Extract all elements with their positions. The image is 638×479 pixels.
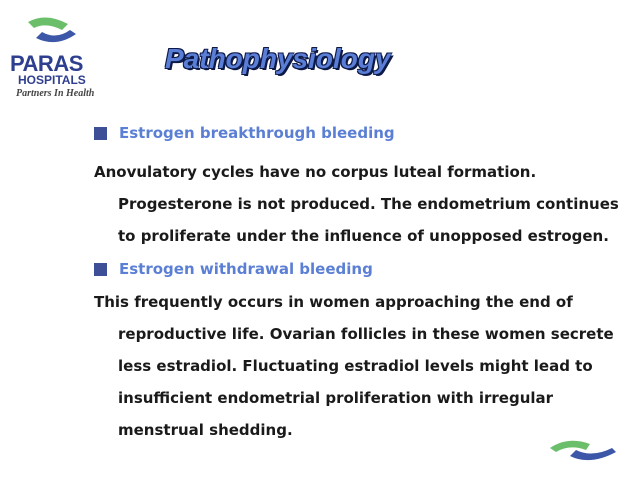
paragraph-line: reproductive life. Ovarian follicles in these women secrete xyxy=(118,325,614,343)
hands-footer-icon xyxy=(546,434,626,468)
paragraph-line: Anovulatory cycles have no corpus luteal formation. xyxy=(94,163,537,181)
paragraph xyxy=(94,160,624,256)
logo-subtitle: HOSPITALS xyxy=(18,73,86,87)
logo-name: PARAS xyxy=(10,51,83,76)
bullet-item xyxy=(94,257,373,281)
square-bullet-icon xyxy=(94,263,107,276)
bullet-heading: Estrogen withdrawal bleeding xyxy=(119,260,373,278)
paragraph-line: menstrual shedding. xyxy=(118,421,293,439)
paragraph-line: insufficient endometrial proliferation with irregular xyxy=(118,389,554,407)
logo-tagline: Partners In Health xyxy=(16,88,95,99)
slide-title: Pathophysiology xyxy=(165,43,391,74)
paragraph xyxy=(94,290,624,450)
paragraph-line: less estradiol. Fluctuating estradiol levels might lead to xyxy=(118,357,593,375)
bullet-heading: Estrogen breakthrough bleeding xyxy=(119,124,395,142)
paragraph-line: This frequently occurs in women approaching the end of xyxy=(94,293,573,311)
bullet-item xyxy=(94,121,395,145)
paragraph-line: Progesterone is not produced. The endometrium continues xyxy=(118,195,619,213)
square-bullet-icon xyxy=(94,127,107,140)
hands-logo-icon xyxy=(6,14,98,54)
paras-hospitals-logo xyxy=(6,14,98,99)
paragraph-line: to proliferate under the influence of unopposed estrogen. xyxy=(118,227,609,245)
